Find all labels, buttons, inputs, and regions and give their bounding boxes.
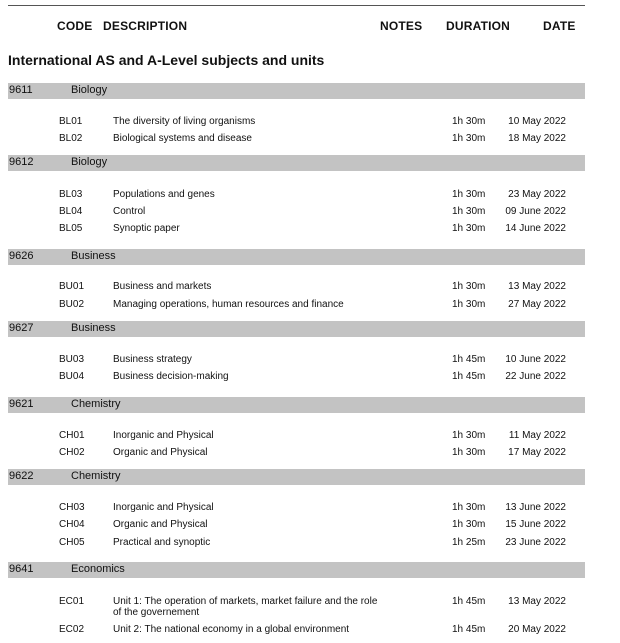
unit-duration: 1h 30m [452, 281, 486, 292]
subject-band [8, 321, 585, 337]
unit-row [8, 279, 585, 295]
subject-name: Business [71, 250, 116, 262]
unit-duration: 1h 30m [452, 519, 486, 530]
subject-name: Chemistry [71, 470, 121, 482]
unit-date: 13 May 2022 [508, 596, 566, 607]
unit-code: BU03 [59, 354, 85, 365]
unit-description: Business and markets [113, 281, 212, 292]
subject-name: Business [71, 322, 116, 334]
header-code: CODE [57, 19, 93, 33]
unit-code: BU04 [59, 371, 85, 382]
unit-row [8, 187, 585, 203]
unit-row [8, 428, 585, 444]
unit-row [8, 221, 585, 237]
unit-row [8, 131, 585, 147]
unit-row [8, 517, 585, 533]
unit-duration: 1h 30m [452, 133, 486, 144]
subject-code: 9627 [9, 322, 34, 334]
unit-row [8, 297, 585, 313]
unit-duration: 1h 25m [452, 537, 486, 548]
subject-name: Biology [71, 156, 108, 168]
unit-date: 09 June 2022 [505, 206, 566, 217]
subject-band [8, 155, 585, 171]
unit-code: EC01 [59, 596, 85, 607]
subject-band [8, 469, 585, 485]
unit-description: Business strategy [113, 354, 192, 365]
unit-duration: 1h 30m [452, 430, 486, 441]
unit-date: 15 June 2022 [505, 519, 566, 530]
unit-date: 22 June 2022 [505, 371, 566, 382]
unit-code: CH05 [59, 537, 85, 548]
unit-date: 17 May 2022 [508, 447, 566, 458]
section-title: International AS and A-Level subjects and units [8, 52, 325, 68]
unit-code: CH04 [59, 519, 85, 530]
unit-description: Business decision-making [113, 371, 229, 382]
unit-date: 20 May 2022 [508, 624, 566, 635]
unit-duration: 1h 45m [452, 624, 486, 635]
unit-code: BU02 [59, 299, 85, 310]
unit-date: 14 June 2022 [505, 223, 566, 234]
subject-name: Biology [71, 84, 108, 96]
unit-duration: 1h 45m [452, 596, 486, 607]
unit-row [8, 352, 585, 368]
unit-description: Unit 1: The operation of markets, market failure and the role of the governement [113, 596, 378, 618]
unit-row [8, 204, 585, 220]
unit-description: Control [113, 206, 146, 217]
unit-row [8, 500, 585, 516]
unit-description: Inorganic and Physical [113, 430, 214, 441]
unit-duration: 1h 30m [452, 223, 486, 234]
unit-code: EC02 [59, 624, 85, 635]
header-date: DATE [543, 19, 576, 33]
unit-date: 23 June 2022 [505, 537, 566, 548]
header-duration: DURATION [446, 19, 511, 33]
unit-description: Unit 2: The national economy in a global environment [113, 624, 350, 635]
header-notes: NOTES [380, 19, 423, 33]
subject-name: Chemistry [71, 398, 121, 410]
unit-row [8, 369, 585, 385]
unit-row [8, 622, 585, 638]
unit-code: BL04 [59, 206, 83, 217]
unit-date: 10 June 2022 [505, 354, 566, 365]
subject-band [8, 249, 585, 265]
unit-code: BL03 [59, 189, 83, 200]
unit-description: Synoptic paper [113, 223, 180, 234]
header-description: DESCRIPTION [103, 19, 188, 33]
unit-duration: 1h 30m [452, 299, 486, 310]
subject-code: 9612 [9, 156, 34, 168]
unit-duration: 1h 30m [452, 447, 486, 458]
unit-description: Populations and genes [113, 189, 215, 200]
unit-row [8, 445, 585, 461]
unit-duration: 1h 30m [452, 189, 486, 200]
unit-description: Organic and Physical [113, 447, 208, 458]
subject-code: 9611 [9, 84, 33, 96]
unit-date: 10 May 2022 [508, 116, 566, 127]
unit-duration: 1h 30m [452, 206, 486, 217]
unit-date: 18 May 2022 [508, 133, 566, 144]
unit-date: 13 May 2022 [508, 281, 566, 292]
unit-description: The diversity of living organisms [113, 116, 256, 127]
unit-date: 23 May 2022 [508, 189, 566, 200]
unit-code: BL01 [59, 116, 83, 127]
unit-description: Practical and synoptic [113, 537, 211, 548]
unit-date: 27 May 2022 [508, 299, 566, 310]
unit-description: Inorganic and Physical [113, 502, 214, 513]
unit-date: 13 June 2022 [505, 502, 566, 513]
unit-duration: 1h 30m [452, 502, 486, 513]
unit-description: Biological systems and disease [113, 133, 252, 144]
unit-row [8, 594, 585, 618]
top-rule [8, 5, 585, 6]
subject-band [8, 397, 585, 413]
unit-code: BU01 [59, 281, 85, 292]
unit-code: CH01 [59, 430, 85, 441]
unit-code: CH03 [59, 502, 85, 513]
subject-name: Economics [71, 563, 125, 575]
subject-code: 9621 [9, 398, 34, 410]
unit-row [8, 535, 585, 551]
unit-code: CH02 [59, 447, 85, 458]
subject-code: 9626 [9, 250, 34, 262]
subject-band [8, 562, 585, 578]
unit-description: Organic and Physical [113, 519, 208, 530]
unit-duration: 1h 45m [452, 354, 486, 365]
unit-duration: 1h 45m [452, 371, 486, 382]
unit-duration: 1h 30m [452, 116, 486, 127]
subject-code: 9641 [9, 563, 34, 575]
unit-code: BL02 [59, 133, 83, 144]
unit-date: 11 May 2022 [508, 430, 566, 441]
unit-code: BL05 [59, 223, 83, 234]
unit-description: Managing operations, human resources and finance [113, 299, 344, 310]
subject-code: 9622 [9, 470, 34, 482]
subject-band [8, 83, 585, 99]
unit-row [8, 114, 585, 130]
